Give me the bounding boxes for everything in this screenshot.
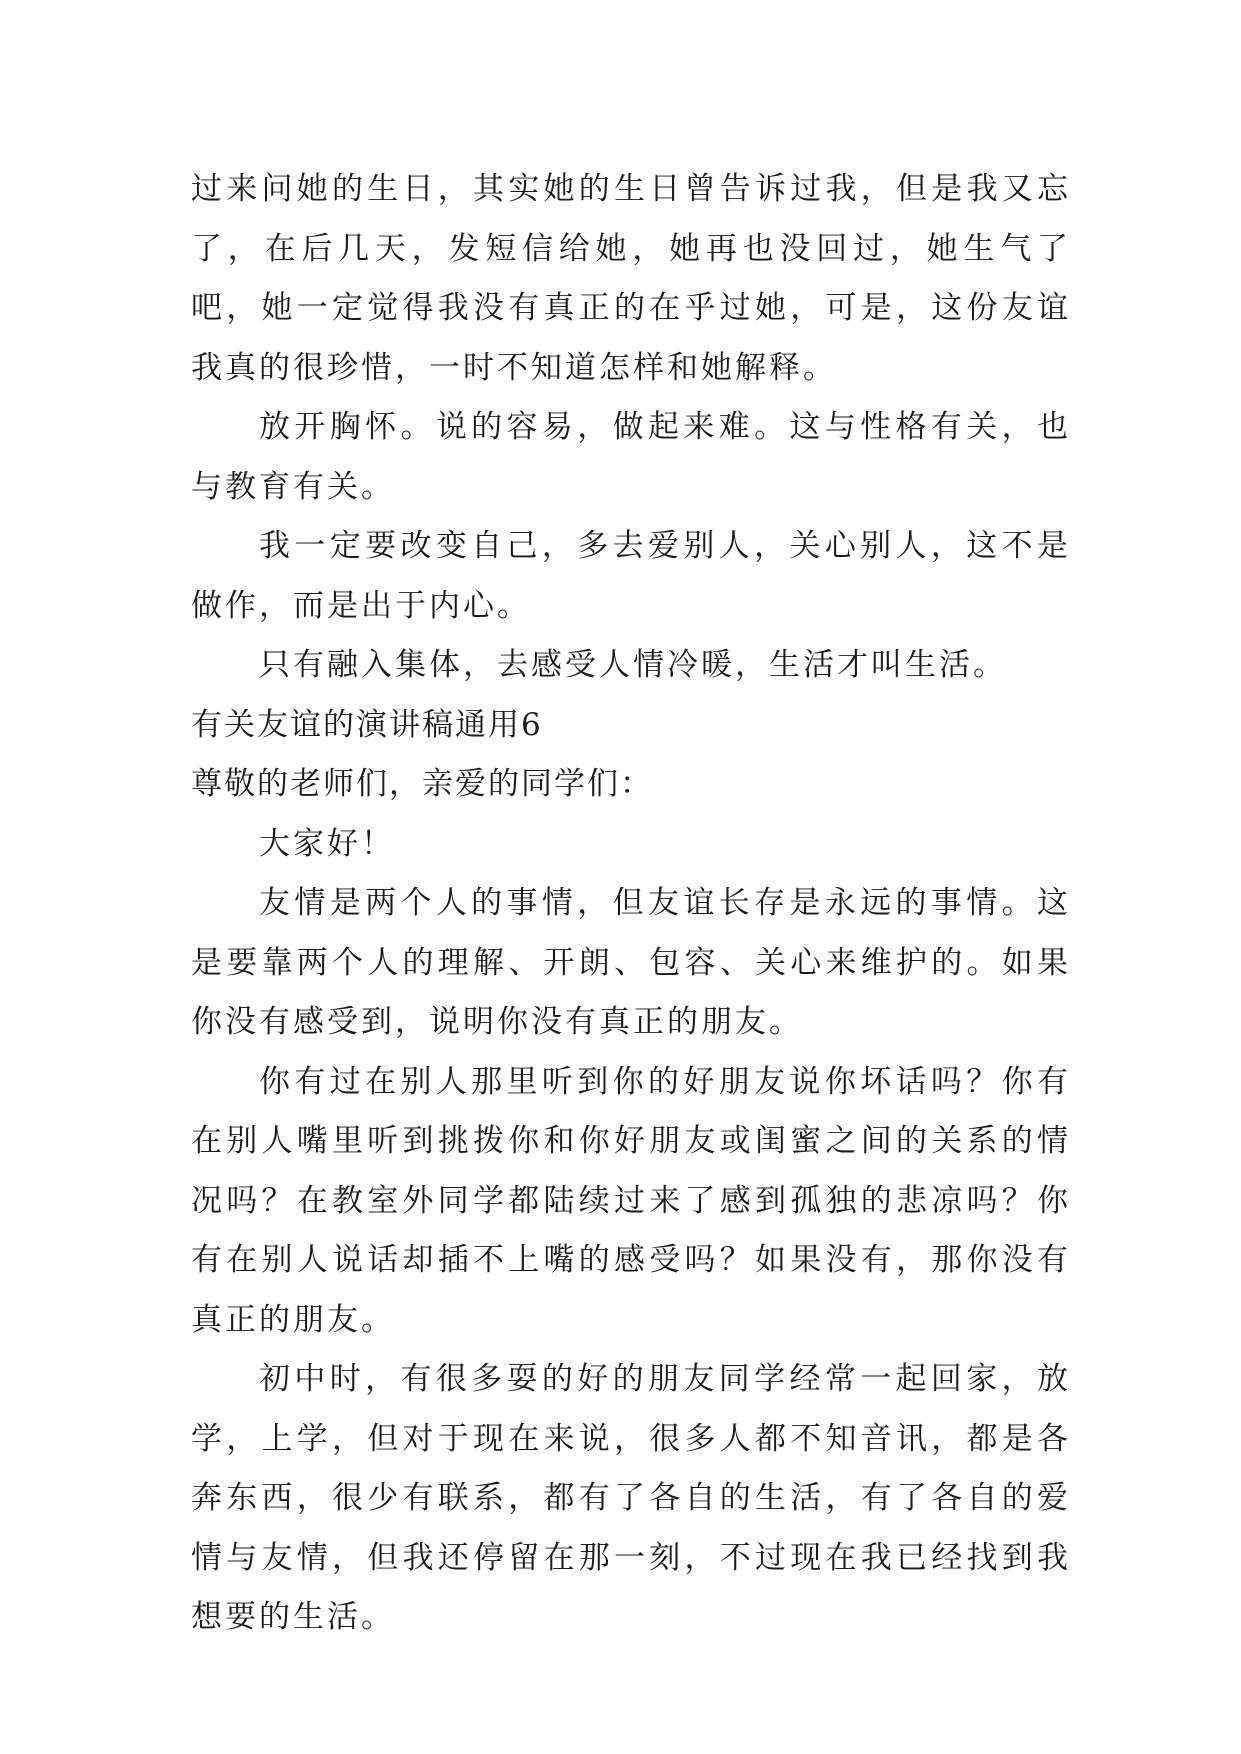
greeting: 大家好！ <box>259 825 395 862</box>
paragraph: 我一定要改变自己，多去爱别人，关心别人，这不是做作，而是出于内心。 <box>191 528 1071 624</box>
paragraph-continued: 过来问她的生日，其实她的生日曾告诉过我，但是我又忘了，在后几天，发短信给她，她再也没回过，她生气了吧，她一定觉得我没有真正的在乎过她，可是，这份友谊我真的很珍惜，一时不知道怎样和她解释。 <box>191 171 1071 386</box>
salutation: 尊敬的老师们，亲爱的同学们： <box>191 766 653 802</box>
section-title: 有关友谊的演讲稿通用6 <box>191 706 543 743</box>
document-body <box>191 160 1071 1648</box>
paragraph: 初中时，有很多耍的好的朋友同学经常一起回家，放学，上学，但对于现在来说，很多人都不知音讯，都是各奔东西，很少有联系，都有了各自的生活，有了各自的爱情与友情，但我还停留在那一刻，不过现在我已经找到我想要的生活。 <box>191 1361 1071 1635</box>
paragraph: 你有过在别人那里听到你的好朋友说你坏话吗？你有在别人嘴里听到挑拨你和你好朋友或闺蜜之间的关系的情况吗？在教室外同学都陆续过来了感到孤独的悲凉吗？你有在别人说话却插不上嘴的感受吗？如果没有，那你没有真正的朋友。 <box>191 1063 1071 1338</box>
paragraph: 放开胸怀。说的容易，做起来难。这与性格有关，也与教育有关。 <box>191 409 1071 505</box>
paragraph: 只有融入集体，去感受人情冷暖，生活才叫生活。 <box>259 647 1007 683</box>
paragraph: 友情是两个人的事情，但友谊长存是永远的事情。这是要靠两个人的理解、开朗、包容、关心来维护的。如果你没有感受到，说明你没有真正的朋友。 <box>191 885 1071 1040</box>
